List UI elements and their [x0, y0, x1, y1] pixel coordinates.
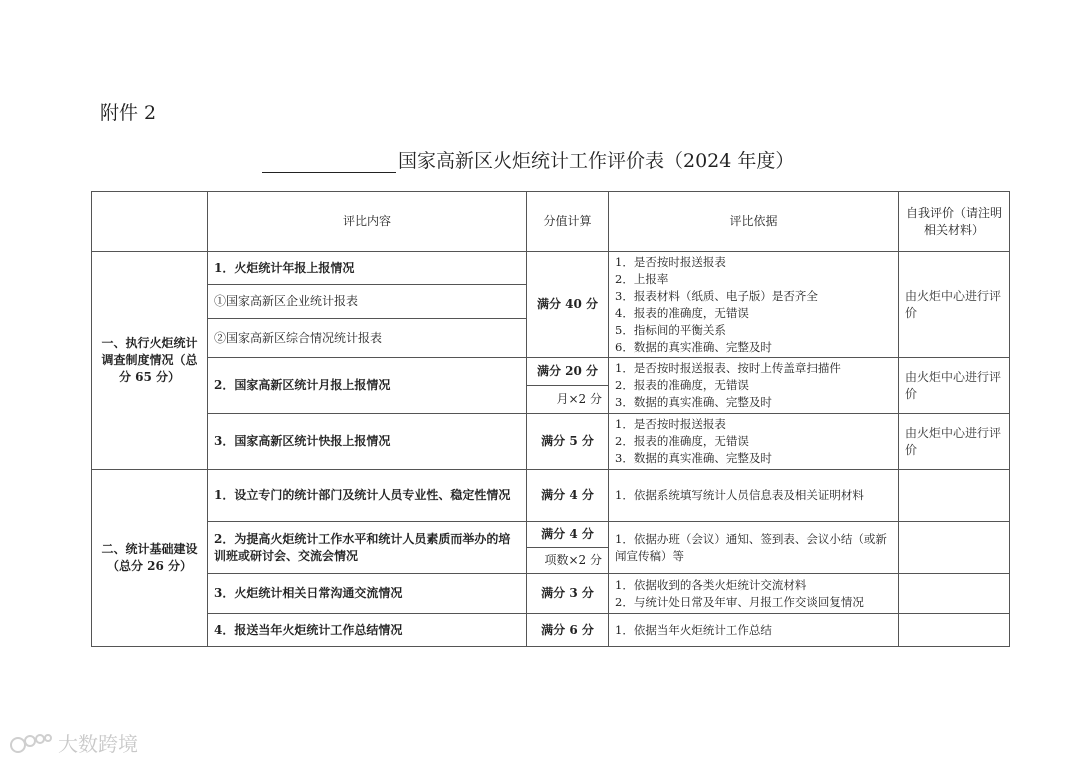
basis-line: 1．依据当年火炬统计工作总结 [615, 622, 772, 637]
category-1: 一、执行火炬统计调查制度情况（总分 65 分） [92, 252, 208, 470]
score-note-monthly: 月×2 分 [527, 386, 609, 414]
category-2: 二、统计基础建设（总分 26 分） [92, 470, 208, 647]
basis-line: 1．是否按时报送报表、按时上传盖章扫描件 [615, 361, 841, 375]
self-annual: 由火炬中心进行评价 [899, 252, 1010, 358]
item-annual-report: 1．火炬统计年报上报情况 [208, 252, 527, 285]
table-row [92, 470, 1010, 522]
basis-communication [609, 574, 899, 614]
basis-line: 4．报表的准确度，无错误 [615, 305, 749, 320]
watermark-logo-icon [10, 731, 54, 755]
sub-item-comprehensive: ②国家高新区综合情况统计报表 [208, 319, 527, 358]
item-training: 2．为提高火炬统计工作水平和统计人员素质而举办的培训班或研讨会、交流会情况 [208, 522, 527, 574]
header-basis: 评比依据 [609, 192, 899, 252]
basis-summary [609, 614, 899, 647]
evaluation-table [91, 191, 1010, 647]
basis-line: 2．报表的准确度，无错误 [615, 434, 749, 448]
basis-monthly [609, 358, 899, 414]
basis-line: 5．指标间的平衡关系 [615, 322, 726, 337]
score-communication: 满分 3 分 [527, 574, 609, 614]
score-monthly: 满分 20 分 [527, 358, 609, 386]
table-row [92, 614, 1010, 647]
self-summary [899, 614, 1010, 647]
basis-training [609, 522, 899, 574]
score-note-training: 项数×2 分 [527, 548, 609, 574]
self-training [899, 522, 1010, 574]
header-row [92, 192, 1010, 252]
self-communication [899, 574, 1010, 614]
basis-line: 1．依据系统填写统计人员信息表及相关证明材料 [615, 488, 864, 502]
score-flash: 满分 5 分 [527, 414, 609, 470]
header-category [92, 192, 208, 252]
basis-line: 3．报表材料（纸质、电子版）是否齐全 [615, 288, 818, 303]
item-flash-report: 3．国家高新区统计快报上报情况 [208, 414, 527, 470]
basis-line: 3．数据的真实准确、完整及时 [615, 451, 772, 465]
document-title [262, 146, 794, 173]
self-dept [899, 470, 1010, 522]
title-text: 国家高新区火炬统计工作评价表（2024 年度） [398, 150, 795, 172]
item-monthly-report: 2．国家高新区统计月报上报情况 [208, 358, 527, 414]
basis-line: 1．依据收到的各类火炬统计交流材料 [615, 577, 807, 592]
item-statistics-dept: 1．设立专门的统计部门及统计人员专业性、稳定性情况 [208, 470, 527, 522]
sub-item-enterprise: ①国家高新区企业统计报表 [208, 285, 527, 319]
basis-annual [609, 252, 899, 358]
score-annual: 满分 40 分 [527, 252, 609, 358]
watermark [10, 728, 138, 757]
attachment-label: 附件 2 [100, 102, 157, 124]
table-row [92, 358, 1010, 386]
blank-line [262, 152, 396, 173]
self-monthly: 由火炬中心进行评价 [899, 358, 1010, 414]
basis-line: 3．数据的真实准确、完整及时 [615, 395, 772, 409]
score-training: 满分 4 分 [527, 522, 609, 548]
basis-dept [609, 470, 899, 522]
basis-line: 2．上报率 [615, 271, 669, 286]
basis-line: 1．依据办班（会议）通知、签到表、会议小结（或新闻宣传稿）等 [615, 531, 887, 563]
score-summary: 满分 6 分 [527, 614, 609, 647]
self-flash: 由火炬中心进行评价 [899, 414, 1010, 470]
basis-line: 2．与统计处日常及年审、月报工作交谈回复情况 [615, 594, 864, 609]
basis-line: 6．数据的真实准确、完整及时 [615, 339, 772, 354]
item-communication: 3．火炬统计相关日常沟通交流情况 [208, 574, 527, 614]
table-row [92, 414, 1010, 470]
header-content: 评比内容 [208, 192, 527, 252]
header-self: 自我评价（请注明相关材料） [899, 192, 1010, 252]
basis-line: 2．报表的准确度，无错误 [615, 378, 749, 392]
table-row [92, 522, 1010, 548]
basis-line: 1．是否按时报送报表 [615, 254, 726, 269]
header-score: 分值计算 [527, 192, 609, 252]
basis-flash [609, 414, 899, 470]
basis-line: 1．是否按时报送报表 [615, 417, 726, 431]
score-dept: 满分 4 分 [527, 470, 609, 522]
item-summary: 4．报送当年火炬统计工作总结情况 [208, 614, 527, 647]
table-row [92, 252, 1010, 285]
table-row [92, 574, 1010, 614]
watermark-text: 大数跨境 [58, 732, 138, 756]
